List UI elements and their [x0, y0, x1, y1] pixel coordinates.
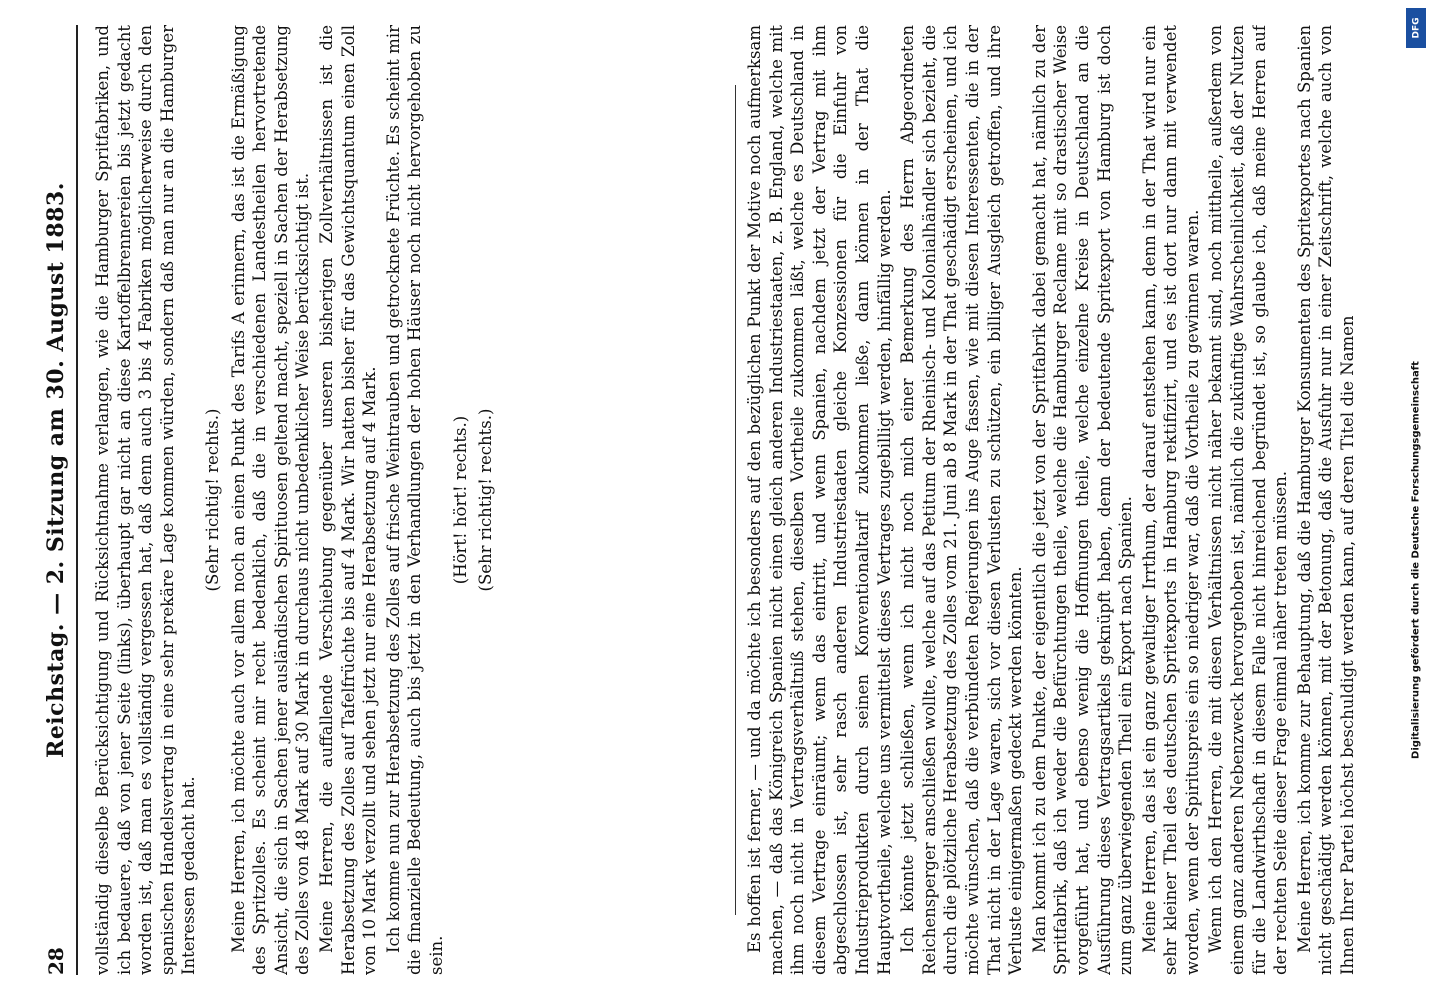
paragraph: Es hoffen ist ferner, — und da möchte ich besonders auf den bezüglichen Punkt der Motive noch aufmerksam machen, — daß das Königreich Spanien nicht einen gleich anderen Industriestaaten, z. B. England, welche mit ihm noch nicht in Vertragsverhältniß stehen, dieselben Vortheile zukommen läßt, welche es Deutschland in diesem Vertrage einräumt; wenn das eintritt, und wenn Spanien, nachdem jetzt der Vertrag mit ihm abgeschlossen ist, sehr rasch anderen Industriestaaten gleiche Konzessionen für die Einfuhr von Industrieprodukten durch seinen Konventionaltarif zukommen ließe, dann können in der That die Hauptvortheile, welche uns vermittelst dieses Vertrages zugebilligt werden, hinfällig werden. [745, 25, 894, 975]
running-head: Reichstag. — 2. Sitzung am 30. August 1883. [43, 182, 69, 758]
dfg-logo [1406, 8, 1426, 48]
paragraph: Meine Herren, ich möchte auch vor allem noch an einen Punkt des Tarifs A erinnern, das ist die Ermäßigung des Spritzolles. Es scheint mir recht bedenklich, daß die in verschiedenen Landestheilen hervortretende Ansicht, die sich in Sachen jener ausländischen Spirituosen geltend macht, speziell in Sachen der Herabsetzung des Zolles von 48 Mark auf 30 Mark in durchaus nicht unbedenklicher Weise berücksichtigt ist. [228, 25, 313, 975]
digitization-footer [1404, 0, 1428, 1000]
paragraph: Ich könnte jetzt schließen, wenn ich nicht noch mich einer Bemerkung des Herrn Abgeordneten Reichensperger anschließen wollte, welche auf das Petitum der Rheinisch- und Kolonialhändler sich bezieht, die durch die plötzliche Herabsetzung des Zolles vom 21. Juni ab 8 Mark in der That geschädigt erscheinen, und ich möchte wünschen, daß die verbündeten Regierungen ins Auge fassen, wie mit diesen Interessenten, die in der That nicht in der Lage waren, sich vor diesen Verlusten zu schützen, ein billiger Ausgleich getroffen, und ihre Verluste einigermaßen gedeckt werden könnten. [898, 25, 1026, 975]
digitization-note: Digitalisierung gefördert durch die Deutsche Forschungsgemeinschaft [1410, 361, 1422, 759]
right-column [744, 25, 1379, 975]
paragraph: Ich komme nun zur Herabsetzung des Zolles auf frische Weintrauben und getrocknete Früchte. Es scheint mir die finanzielle Bedeutung, auch bis jetzt in den Verhandlungen der hohen Häuser noch nicht hervorgehoben zu sein. [383, 25, 446, 975]
interjection: (Sehr richtig! rechts.) [202, 408, 222, 592]
header-rule [76, 25, 78, 975]
paragraph: Man kommt ich zu dem Punkte, der eigentlich die jetzt von der Spritfabrik dabei gemacht hat, nämlich zu der Spritfabrik, daß ich weder die Befürchtungen theile, welche die Hamburger Reclame mit so drastischer Weise vorgeführt hat, und ebenso wenig die Hoffnungen theile, welche einzelne Kreise in Deutschland an die Ausführung dieses Vertragsartikels geknüpft haben, denn der bedeutende Spritexport von Hamburg ist doch zum ganz überwiegenden Theil ein Export nach Spanien. [1029, 25, 1136, 975]
paragraph: vollständig dieselbe Berücksichtigung und Rücksichtnahme verlangen, wie die Hamburger Spritfabriken, und ich bedauere, daß von jener Seite (links), überhaupt gar nicht an diese Kartoffelbrennereien bis jetzt gedacht worden ist, daß man es vollständig vergessen hat, daß denn auch 3 bis 4 Fabriken möglicherweise durch den spanischen Handelsvertrag in eine sehr prekäre Lage kommen würden, sondern daß man nur an die Hamburger Interessen gedacht hat. [93, 25, 199, 975]
paragraph: Meine Herren, die auffallende Verschiebung gegenüber unseren bisherigen Zollverhältnissen ist die Herabsetzung des Zolles auf Tafelfrüchte bis auf 4 Mark. Wir hatten bisher für das Gewichtsquantum einen Zoll von 10 Mark verzollt und sehen jetzt nur eine Herabsetzung auf 4 Mark. [316, 25, 380, 975]
interjection: (Sehr richtig! rechts.) [476, 408, 496, 592]
page-number: 28 [44, 947, 68, 975]
interjection: (Hört! hört! rechts.) [450, 415, 470, 585]
text-columns [92, 25, 1382, 975]
dfg-logo-text: DFG [1411, 17, 1422, 39]
paragraph: Meine Herren, ich komme zur Behauptung, daß die Hamburger Konsumenten des Spritexportes nach Spanien nicht geschädigt werden können, mit der Betonung, daß die Ausfuhr nur in einer Zeitschrift, welche auch von Ihnen Ihrer Partei höchst beschuldigt werden kann, auf deren Titel die Namen [1294, 25, 1358, 975]
paragraph: Meine Herren, das ist ein ganz gewaltiger Irrthum, der darauf entstehen kann, denn in der That wird nur ein sehr kleiner Theil des deutschen Spritexports in Hamburg rektifizirt, und es ist dort nur dann mit verwendet worden, wenn der Spirituspreis ein so niedriger war, daß die Vortheile zu gewinnen waren. [1139, 25, 1202, 975]
column-rule [735, 85, 736, 915]
left-column [92, 25, 727, 975]
rotated-page-content [36, 5, 1396, 995]
paragraph: Wenn ich den Herren, die mit diesen Verhältnissen nicht näher bekannt sind, noch mittheile, außerdem von einem ganz anderen Nebenzweck hervorgehoben ist, nämlich die zukünftige Wahrscheinlichkeit, daß der Nutzen für die Landwirthschaft in diesem Falle nicht hinreichend begründet ist, so glaube ich, daß meine Herren auf der rechten Seite dieser Frage einmal näher treten müssen. [1206, 25, 1291, 975]
page-header [36, 25, 76, 975]
